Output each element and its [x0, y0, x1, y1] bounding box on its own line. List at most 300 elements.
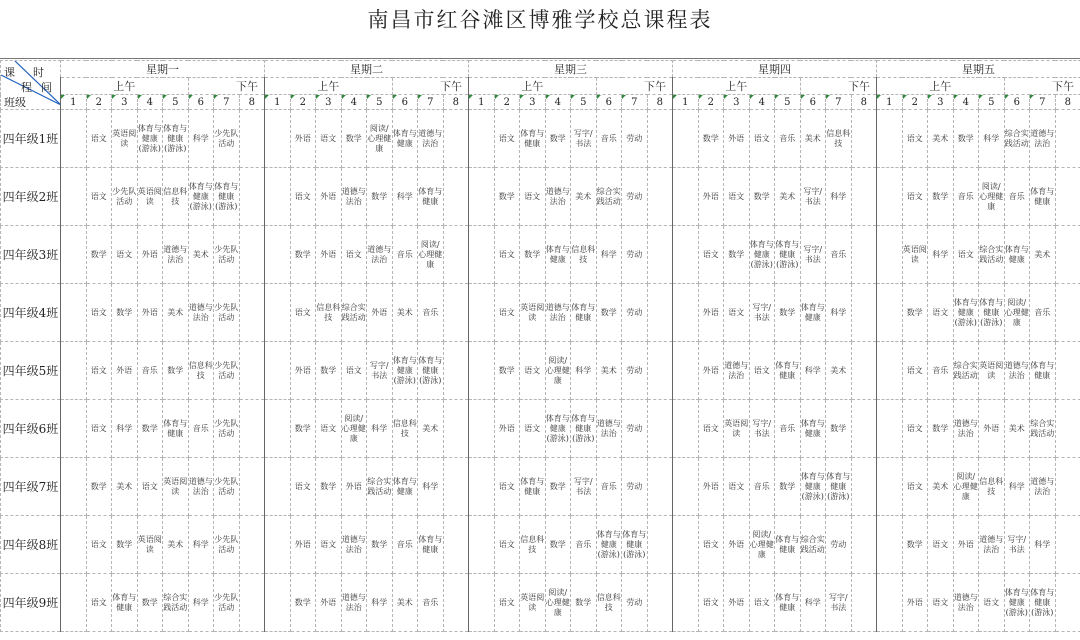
course-cell: 语文 — [316, 400, 342, 458]
cell-marker-icon — [877, 95, 881, 99]
course-cell — [265, 400, 291, 458]
cell-marker-icon — [214, 95, 218, 99]
cell-marker-icon — [699, 95, 703, 99]
course-cell: 语文 — [724, 458, 750, 516]
course-cell — [673, 516, 699, 574]
course-cell: 数学 — [545, 458, 571, 516]
course-cell: 道德与法治 — [341, 574, 367, 632]
course-cell: 阅读/心理健康 — [1004, 284, 1030, 342]
cell-marker-icon — [265, 95, 269, 99]
course-cell: 少先队活动 — [214, 458, 240, 516]
cell-marker-icon — [495, 95, 499, 99]
course-cell: 信息科技 — [392, 400, 418, 458]
period-number: 5 — [163, 95, 189, 110]
class-label: 四年级2班 — [1, 168, 61, 226]
course-cell: 科学 — [928, 226, 954, 284]
course-cell — [1055, 516, 1080, 574]
cell-marker-icon — [393, 95, 397, 99]
course-cell: 语文 — [902, 458, 928, 516]
course-cell: 体育与健康 — [418, 168, 444, 226]
course-cell: 数学 — [137, 574, 163, 632]
period-number: 4 — [341, 95, 367, 110]
course-cell: 道德与法治 — [418, 110, 444, 168]
course-cell: 音乐 — [571, 516, 597, 574]
course-cell: 科学 — [800, 574, 826, 632]
course-cell: 体育与健康 — [571, 284, 597, 342]
course-cell: 语文 — [902, 110, 928, 168]
day-header: 星期三 — [469, 61, 673, 78]
period-number: 2 — [86, 95, 112, 110]
course-cell: 美术 — [596, 342, 622, 400]
course-cell: 综合实践活动 — [953, 342, 979, 400]
course-cell — [851, 574, 877, 632]
cell-marker-icon — [163, 95, 167, 99]
course-cell: 外语 — [698, 458, 724, 516]
course-cell: 外语 — [494, 400, 520, 458]
course-cell: 劳动 — [622, 342, 648, 400]
am-header: 上午 — [265, 78, 393, 95]
course-cell — [877, 458, 903, 516]
course-cell: 语文 — [494, 516, 520, 574]
course-cell: 语文 — [520, 168, 546, 226]
course-cell: 体育与健康(游泳) — [1004, 574, 1030, 632]
am-header: 上午 — [877, 78, 1005, 95]
course-cell: 数学 — [367, 168, 393, 226]
course-cell — [851, 284, 877, 342]
course-cell: 体育与健康 — [392, 110, 418, 168]
course-cell: 劳动 — [622, 574, 648, 632]
period-number: 5 — [571, 95, 597, 110]
period-number: 1 — [61, 95, 87, 110]
course-cell: 体育与健康 — [392, 458, 418, 516]
period-number: 5 — [775, 95, 801, 110]
course-cell: 劳动 — [622, 458, 648, 516]
timetable-grid — [0, 60, 1080, 632]
course-cell: 阅读/心理健康 — [953, 458, 979, 516]
period-number: 8 — [443, 95, 469, 110]
cell-marker-icon — [928, 95, 932, 99]
table-row — [1, 516, 1080, 574]
course-cell — [239, 110, 265, 168]
course-cell: 道德与法治 — [341, 516, 367, 574]
course-cell: 美术 — [1004, 400, 1030, 458]
course-cell: 数学 — [341, 110, 367, 168]
course-cell: 写字/书法 — [571, 110, 597, 168]
course-cell: 道德与法治 — [1030, 458, 1056, 516]
course-cell: 语文 — [928, 284, 954, 342]
course-cell: 数学 — [928, 168, 954, 226]
course-cell: 外语 — [698, 284, 724, 342]
course-cell: 阅读/心理健康 — [341, 400, 367, 458]
course-cell — [647, 574, 673, 632]
course-cell: 道德与法治 — [545, 284, 571, 342]
course-cell — [61, 574, 87, 632]
period-number: 1 — [673, 95, 699, 110]
course-cell: 科学 — [596, 226, 622, 284]
course-cell: 道德与法治 — [1004, 342, 1030, 400]
cell-marker-icon — [673, 95, 677, 99]
course-cell — [851, 516, 877, 574]
course-cell: 语文 — [86, 168, 112, 226]
period-number: 4 — [137, 95, 163, 110]
period-number: 6 — [1004, 95, 1030, 110]
course-cell: 科学 — [979, 110, 1005, 168]
course-cell — [443, 226, 469, 284]
course-cell: 阅读/心理健康 — [545, 574, 571, 632]
course-cell: 信息科技 — [316, 284, 342, 342]
course-cell: 美术 — [775, 168, 801, 226]
period-number: 7 — [214, 95, 240, 110]
course-cell — [443, 110, 469, 168]
corner-shi-label: 时 — [33, 66, 44, 79]
cell-marker-icon — [571, 95, 575, 99]
course-cell: 体育与健康 — [775, 574, 801, 632]
course-cell: 体育与健康 — [112, 574, 138, 632]
period-number: 3 — [928, 95, 954, 110]
corner-ban-label: 班级 — [4, 96, 26, 109]
period-number: 1 — [469, 95, 495, 110]
period-number: 3 — [724, 95, 750, 110]
course-cell: 劳动 — [622, 110, 648, 168]
period-number: 6 — [800, 95, 826, 110]
page-title: 南昌市红谷滩区博雅学校总课程表 — [367, 8, 713, 32]
period-number: 7 — [622, 95, 648, 110]
course-cell: 语文 — [902, 400, 928, 458]
course-cell: 道德与法治 — [341, 168, 367, 226]
course-cell — [265, 574, 291, 632]
course-cell: 外语 — [367, 284, 393, 342]
course-cell — [443, 516, 469, 574]
course-cell: 综合实践活动 — [1004, 110, 1030, 168]
course-cell — [647, 458, 673, 516]
course-cell — [1055, 110, 1080, 168]
course-cell: 数学 — [520, 226, 546, 284]
course-cell: 体育与健康(游泳) — [163, 110, 189, 168]
period-number: 8 — [647, 95, 673, 110]
class-label: 四年级5班 — [1, 342, 61, 400]
course-cell: 体育与健康(游泳) — [418, 342, 444, 400]
course-cell — [877, 284, 903, 342]
cell-marker-icon — [87, 95, 91, 99]
pm-header: 下午 — [596, 78, 673, 95]
course-cell: 综合实践活动 — [341, 284, 367, 342]
course-cell: 数学 — [826, 400, 852, 458]
course-cell: 数学 — [902, 284, 928, 342]
course-cell: 语文 — [494, 226, 520, 284]
class-label: 四年级7班 — [1, 458, 61, 516]
cell-marker-icon — [112, 95, 116, 99]
course-cell: 美术 — [163, 284, 189, 342]
cell-marker-icon — [954, 95, 958, 99]
period-number: 6 — [596, 95, 622, 110]
course-cell — [469, 574, 495, 632]
course-cell: 体育与健康(游泳) — [749, 226, 775, 284]
course-cell: 少先队活动 — [214, 516, 240, 574]
course-cell: 语文 — [902, 168, 928, 226]
period-number: 6 — [188, 95, 214, 110]
course-cell: 体育与健康(游泳) — [545, 400, 571, 458]
course-cell — [469, 516, 495, 574]
period-number: 1 — [265, 95, 291, 110]
course-cell: 数学 — [112, 284, 138, 342]
period-number: 8 — [1055, 95, 1080, 110]
course-cell — [877, 226, 903, 284]
course-cell: 数学 — [698, 110, 724, 168]
course-cell: 音乐 — [188, 400, 214, 458]
course-cell — [61, 284, 87, 342]
course-cell: 少先队活动 — [214, 574, 240, 632]
course-cell: 语文 — [86, 574, 112, 632]
pm-header: 下午 — [1004, 78, 1080, 95]
course-cell: 语文 — [749, 342, 775, 400]
course-cell: 劳动 — [622, 284, 648, 342]
course-cell: 体育与健康(游泳) — [571, 400, 597, 458]
period-number: 8 — [239, 95, 265, 110]
course-cell: 信息科技 — [163, 168, 189, 226]
course-cell: 科学 — [392, 168, 418, 226]
course-cell: 信息科技 — [188, 342, 214, 400]
course-cell: 外语 — [290, 342, 316, 400]
course-cell: 语文 — [928, 574, 954, 632]
course-cell — [61, 400, 87, 458]
day-header: 星期四 — [673, 61, 877, 78]
course-cell: 语文 — [290, 168, 316, 226]
course-cell: 体育与健康(游泳) — [775, 226, 801, 284]
course-cell — [877, 574, 903, 632]
course-cell: 数学 — [112, 516, 138, 574]
course-cell — [469, 458, 495, 516]
course-cell — [1055, 284, 1080, 342]
course-cell: 语文 — [698, 400, 724, 458]
course-cell: 语文 — [494, 110, 520, 168]
class-label: 四年级6班 — [1, 400, 61, 458]
pm-header: 下午 — [188, 78, 265, 95]
corner-ke-label: 课 — [4, 66, 15, 79]
class-label: 四年级8班 — [1, 516, 61, 574]
course-cell — [265, 284, 291, 342]
course-cell — [673, 226, 699, 284]
course-cell: 语文 — [902, 342, 928, 400]
period-number: 2 — [698, 95, 724, 110]
pm-header: 下午 — [800, 78, 877, 95]
course-cell — [239, 226, 265, 284]
course-cell — [239, 400, 265, 458]
course-cell — [673, 574, 699, 632]
course-cell — [443, 284, 469, 342]
course-cell — [673, 110, 699, 168]
course-cell: 语文 — [290, 458, 316, 516]
course-cell: 少先队活动 — [214, 226, 240, 284]
table-row — [1, 110, 1080, 168]
course-cell: 语文 — [494, 284, 520, 342]
cell-marker-icon — [775, 95, 779, 99]
course-cell: 少先队活动 — [214, 342, 240, 400]
cell-marker-icon — [469, 95, 473, 99]
course-cell — [239, 168, 265, 226]
course-cell: 写字/书法 — [800, 168, 826, 226]
course-cell: 语文 — [520, 400, 546, 458]
cell-marker-icon — [291, 95, 295, 99]
course-cell: 阅读/心理健康 — [979, 168, 1005, 226]
course-cell: 美术 — [928, 110, 954, 168]
course-cell — [265, 516, 291, 574]
course-cell: 体育与健康(游泳) — [188, 168, 214, 226]
course-cell: 信息科技 — [571, 226, 597, 284]
course-cell: 道德与法治 — [367, 226, 393, 284]
course-cell: 音乐 — [775, 110, 801, 168]
course-cell: 美术 — [1030, 226, 1056, 284]
course-cell: 体育与健康(游泳) — [979, 284, 1005, 342]
period-number: 2 — [290, 95, 316, 110]
course-cell — [469, 342, 495, 400]
cell-marker-icon — [367, 95, 371, 99]
course-cell — [469, 400, 495, 458]
course-cell — [647, 516, 673, 574]
course-cell: 综合实践活动 — [800, 516, 826, 574]
course-cell — [647, 400, 673, 458]
cell-marker-icon — [342, 95, 346, 99]
course-cell: 语文 — [979, 574, 1005, 632]
course-cell: 道德与法治 — [188, 458, 214, 516]
course-cell: 英语阅读 — [520, 574, 546, 632]
course-cell: 数学 — [163, 342, 189, 400]
course-cell: 数学 — [494, 168, 520, 226]
course-cell: 英语阅读 — [724, 400, 750, 458]
course-cell: 体育与健康(游泳) — [392, 342, 418, 400]
course-cell: 道德与法治 — [979, 516, 1005, 574]
course-cell: 信息科技 — [826, 110, 852, 168]
course-cell: 数学 — [86, 458, 112, 516]
course-cell — [877, 400, 903, 458]
cell-marker-icon — [418, 95, 422, 99]
course-cell: 外语 — [137, 284, 163, 342]
period-number: 7 — [1030, 95, 1056, 110]
table-row — [1, 342, 1080, 400]
course-cell: 英语阅读 — [520, 284, 546, 342]
course-cell: 信息科技 — [979, 458, 1005, 516]
cell-marker-icon — [189, 95, 193, 99]
course-cell: 音乐 — [137, 342, 163, 400]
course-cell — [1055, 226, 1080, 284]
course-cell: 少先队活动 — [214, 400, 240, 458]
course-cell: 语文 — [316, 110, 342, 168]
period-number: 3 — [520, 95, 546, 110]
course-cell: 数学 — [316, 458, 342, 516]
course-cell: 音乐 — [392, 226, 418, 284]
course-cell — [673, 400, 699, 458]
course-cell: 信息科技 — [520, 516, 546, 574]
course-cell: 道德与法治 — [953, 574, 979, 632]
class-label: 四年级1班 — [1, 110, 61, 168]
course-cell: 外语 — [290, 516, 316, 574]
course-cell: 外语 — [290, 110, 316, 168]
course-cell: 体育与健康(游泳) — [214, 168, 240, 226]
course-cell: 美术 — [571, 168, 597, 226]
course-cell: 少先队活动 — [214, 284, 240, 342]
course-cell: 外语 — [698, 342, 724, 400]
am-header: 上午 — [673, 78, 801, 95]
course-cell — [265, 168, 291, 226]
course-cell — [877, 342, 903, 400]
course-cell: 数学 — [494, 342, 520, 400]
course-cell: 音乐 — [418, 574, 444, 632]
cell-marker-icon — [138, 95, 142, 99]
course-cell — [265, 226, 291, 284]
course-cell: 英语阅读 — [137, 168, 163, 226]
course-cell: 美术 — [163, 516, 189, 574]
course-cell — [851, 226, 877, 284]
course-cell — [239, 574, 265, 632]
course-cell: 外语 — [953, 516, 979, 574]
course-cell: 语文 — [86, 400, 112, 458]
course-cell: 体育与健康 — [520, 110, 546, 168]
period-number: 2 — [902, 95, 928, 110]
course-cell: 英语阅读 — [902, 226, 928, 284]
course-cell: 科学 — [188, 574, 214, 632]
course-cell: 综合实践活动 — [367, 458, 393, 516]
course-cell: 体育与健康(游泳) — [826, 458, 852, 516]
course-cell: 写字/书法 — [826, 574, 852, 632]
course-cell — [851, 342, 877, 400]
course-cell: 道德与法治 — [724, 342, 750, 400]
course-cell: 信息科技 — [596, 574, 622, 632]
class-label: 四年级4班 — [1, 284, 61, 342]
course-cell: 外语 — [698, 168, 724, 226]
course-cell: 音乐 — [775, 400, 801, 458]
course-cell: 数学 — [545, 516, 571, 574]
course-cell: 劳动 — [826, 516, 852, 574]
course-cell: 数学 — [290, 574, 316, 632]
course-cell: 劳动 — [622, 400, 648, 458]
day-header: 星期一 — [61, 61, 265, 78]
course-cell: 体育与健康 — [775, 342, 801, 400]
course-cell: 数学 — [571, 574, 597, 632]
course-cell: 阅读/心理健康 — [545, 342, 571, 400]
course-cell: 外语 — [724, 110, 750, 168]
course-cell — [647, 226, 673, 284]
course-cell: 外语 — [724, 516, 750, 574]
course-cell — [673, 284, 699, 342]
course-cell: 外语 — [316, 168, 342, 226]
cell-marker-icon — [979, 95, 983, 99]
course-cell: 语文 — [86, 284, 112, 342]
course-cell: 综合实践活动 — [163, 574, 189, 632]
course-cell: 语文 — [520, 342, 546, 400]
cell-marker-icon — [520, 95, 524, 99]
course-cell — [443, 400, 469, 458]
course-cell: 语文 — [698, 516, 724, 574]
course-cell — [61, 342, 87, 400]
course-cell: 语文 — [86, 110, 112, 168]
course-cell: 英语阅读 — [137, 516, 163, 574]
course-cell: 语文 — [341, 342, 367, 400]
course-cell: 音乐 — [418, 284, 444, 342]
course-cell: 音乐 — [1030, 284, 1056, 342]
course-cell — [647, 110, 673, 168]
corner-cheng-label: 程 — [21, 81, 32, 94]
course-cell — [851, 400, 877, 458]
course-cell: 语文 — [86, 342, 112, 400]
course-cell — [1055, 342, 1080, 400]
course-cell: 音乐 — [749, 458, 775, 516]
course-cell: 体育与健康(游泳) — [1030, 574, 1056, 632]
period-number: 4 — [749, 95, 775, 110]
course-cell: 数学 — [749, 168, 775, 226]
course-cell: 美术 — [418, 400, 444, 458]
cell-marker-icon — [61, 95, 65, 99]
course-cell: 外语 — [112, 342, 138, 400]
period-number: 3 — [112, 95, 138, 110]
